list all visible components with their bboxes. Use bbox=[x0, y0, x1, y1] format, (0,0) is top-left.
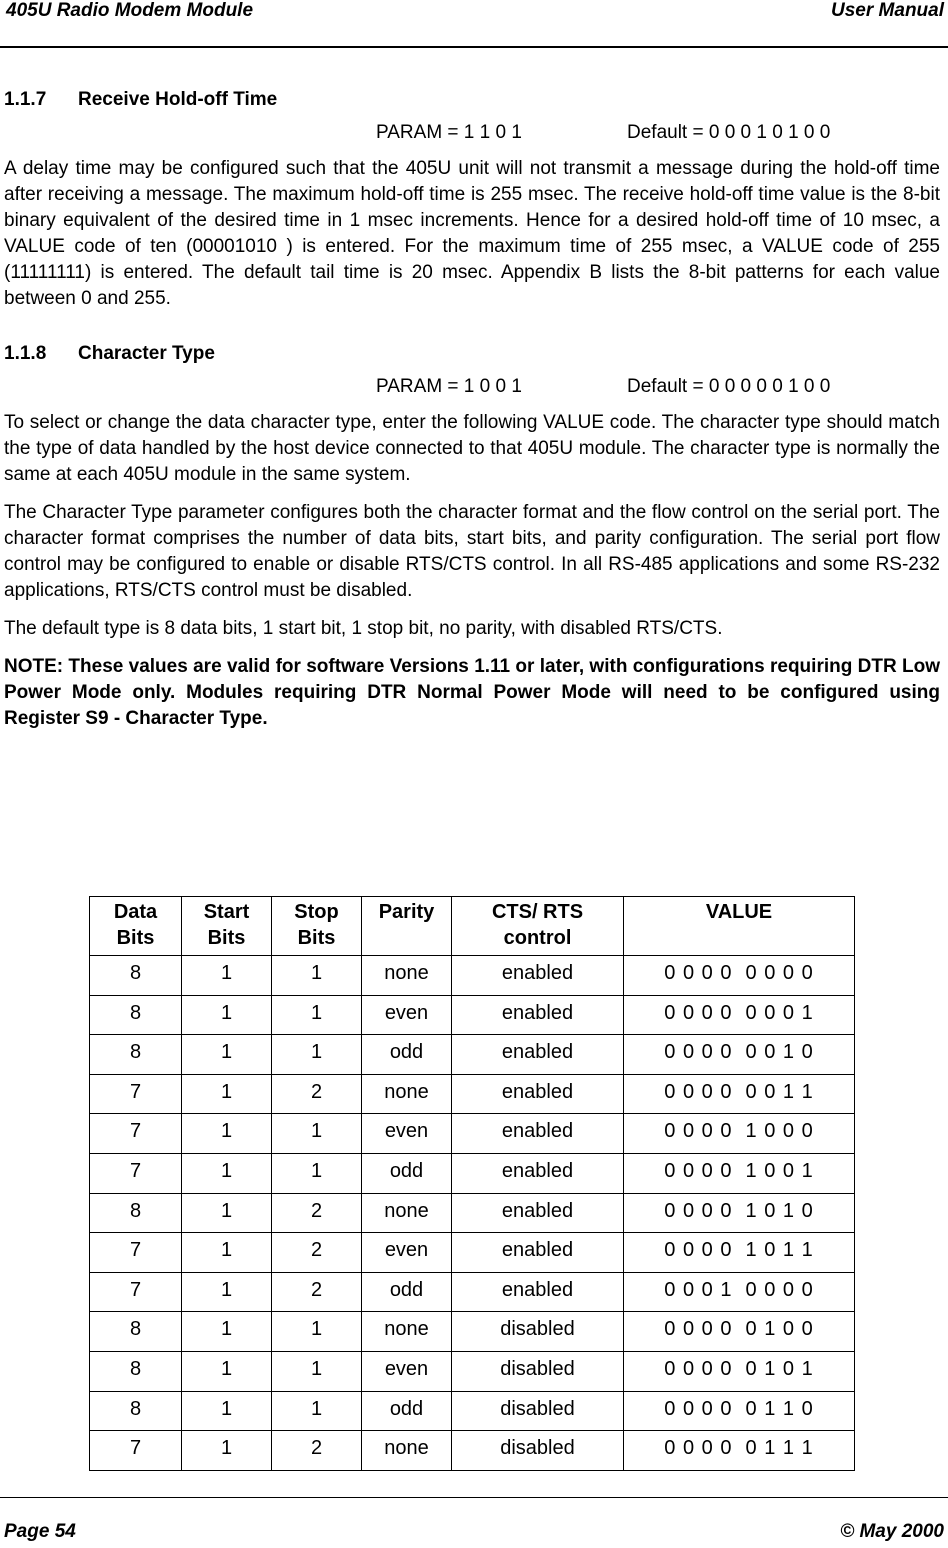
cell-stop-bits: 1 bbox=[272, 1351, 362, 1391]
cell-start-bits: 1 bbox=[182, 1312, 272, 1352]
cell-stop-bits: 2 bbox=[272, 1193, 362, 1233]
paragraph-configures: The Character Type parameter configures both the character format and the flow control on the serial port. The character format comprises the number of data bits, start bits, and parity configuration. The serial port flow control may be configured to enable or disable RTS/CTS control. In all RS-485 applications and some RS-232 applications, RTS/CTS control must be disabled. bbox=[4, 502, 940, 601]
cell-data-bits: 7 bbox=[90, 1233, 182, 1273]
cell-start-bits: 1 bbox=[182, 1074, 272, 1114]
table-row bbox=[90, 1114, 855, 1154]
cell-data-bits: 7 bbox=[90, 1431, 182, 1471]
cell-cts-rts: enabled bbox=[452, 1153, 624, 1193]
cell-value: 0 0 0 0 1 0 1 1 bbox=[624, 1233, 855, 1273]
cell-stop-bits: 2 bbox=[272, 1272, 362, 1312]
table-row bbox=[90, 1312, 855, 1352]
cell-cts-rts: enabled bbox=[452, 995, 624, 1035]
cell-data-bits: 8 bbox=[90, 1351, 182, 1391]
cell-cts-rts: enabled bbox=[452, 1114, 624, 1154]
cell-cts-rts: disabled bbox=[452, 1431, 624, 1471]
table-row bbox=[90, 1233, 855, 1273]
paragraph-default-type: The default type is 8 data bits, 1 start bit, 1 stop bit, no parity, with disabled RTS/CTS. bbox=[4, 618, 723, 639]
page-content bbox=[4, 84, 940, 732]
col-header-value: VALUE bbox=[624, 897, 855, 956]
cell-parity: none bbox=[362, 1312, 452, 1352]
cell-parity: odd bbox=[362, 1153, 452, 1193]
param-default: Default = 0 0 0 1 0 1 0 0 bbox=[627, 122, 831, 143]
page-header bbox=[0, 0, 948, 46]
cell-data-bits: 7 bbox=[90, 1074, 182, 1114]
cell-stop-bits: 2 bbox=[272, 1233, 362, 1273]
footer-rule bbox=[0, 1497, 948, 1498]
section-heading-receive-holdoff bbox=[4, 84, 940, 116]
cell-cts-rts: enabled bbox=[452, 1272, 624, 1312]
cell-parity: odd bbox=[362, 1035, 452, 1075]
cell-value: 0 0 0 0 0 1 0 0 bbox=[624, 1312, 855, 1352]
cell-data-bits: 8 bbox=[90, 956, 182, 996]
param-line-character-type bbox=[4, 370, 940, 404]
cell-start-bits: 1 bbox=[182, 1153, 272, 1193]
cell-start-bits: 1 bbox=[182, 995, 272, 1035]
table-row bbox=[90, 1431, 855, 1471]
cell-cts-rts: enabled bbox=[452, 956, 624, 996]
section-number: 1.1.7 bbox=[4, 89, 47, 110]
cell-data-bits: 8 bbox=[90, 1312, 182, 1352]
cell-stop-bits: 1 bbox=[272, 1391, 362, 1431]
cell-value: 0 0 0 0 0 1 1 1 bbox=[624, 1431, 855, 1471]
cell-value: 0 0 0 0 1 0 0 0 bbox=[624, 1114, 855, 1154]
paragraph-select-type: To select or change the data character type, enter the following VALUE code. The character type should match the type of data handled by the host device connected to that 405U module. The character type is normally the same at each 405U module in the same system. bbox=[4, 412, 940, 485]
cell-data-bits: 8 bbox=[90, 995, 182, 1035]
cell-cts-rts: enabled bbox=[452, 1074, 624, 1114]
col-header-cts-rts: CTS/ RTS control bbox=[452, 897, 624, 956]
cell-value: 0 0 0 0 0 1 1 0 bbox=[624, 1391, 855, 1431]
cell-value: 0 0 0 0 1 0 1 0 bbox=[624, 1193, 855, 1233]
cell-stop-bits: 2 bbox=[272, 1431, 362, 1471]
cell-parity: odd bbox=[362, 1272, 452, 1312]
cell-start-bits: 1 bbox=[182, 1233, 272, 1273]
cell-start-bits: 1 bbox=[182, 956, 272, 996]
cell-stop-bits: 1 bbox=[272, 956, 362, 996]
cell-parity: none bbox=[362, 956, 452, 996]
table-row bbox=[90, 1391, 855, 1431]
cell-start-bits: 1 bbox=[182, 1114, 272, 1154]
cell-parity: even bbox=[362, 995, 452, 1035]
cell-parity: even bbox=[362, 1114, 452, 1154]
paragraph-holdoff: A delay time may be configured such that the 405U unit will not transmit a message during the hold-off time after receiving a message. The maximum hold-off time is 255 msec. The receive hold-off time value is the 8-bit binary equivalent of the desired time in 1 msec increments. Hence for a desired hold-off time of 10 msec, a VALUE code of ten (00001010 ) is entered. For the maximum time of 255 msec, a VALUE code of 255 (11111111) is entered. The default tail time is 20 msec. Appendix B lists the 8-bit patterns for each value between 0 and 255. bbox=[4, 158, 940, 309]
cell-parity: none bbox=[362, 1431, 452, 1471]
cell-value: 0 0 0 0 0 0 0 0 bbox=[624, 956, 855, 996]
cell-data-bits: 8 bbox=[90, 1193, 182, 1233]
cell-parity: even bbox=[362, 1351, 452, 1391]
table-row bbox=[90, 1074, 855, 1114]
cell-stop-bits: 1 bbox=[272, 1114, 362, 1154]
cell-stop-bits: 1 bbox=[272, 1153, 362, 1193]
cell-start-bits: 1 bbox=[182, 1391, 272, 1431]
cell-stop-bits: 1 bbox=[272, 995, 362, 1035]
cell-cts-rts: enabled bbox=[452, 1035, 624, 1075]
cell-cts-rts: disabled bbox=[452, 1312, 624, 1352]
table-row bbox=[90, 956, 855, 996]
character-type-table bbox=[89, 896, 855, 1471]
param-code: PARAM = 1 0 0 1 bbox=[376, 376, 522, 397]
cell-start-bits: 1 bbox=[182, 1431, 272, 1471]
section-number: 1.1.8 bbox=[4, 343, 47, 364]
param-code: PARAM = 1 1 0 1 bbox=[376, 122, 522, 143]
footer-page-number: Page 54 bbox=[4, 1521, 76, 1542]
cell-value: 0 0 0 0 0 0 1 0 bbox=[624, 1035, 855, 1075]
cell-data-bits: 7 bbox=[90, 1153, 182, 1193]
section-title: Receive Hold-off Time bbox=[78, 89, 278, 110]
cell-data-bits: 8 bbox=[90, 1035, 182, 1075]
col-header-stop-bits: Stop Bits bbox=[272, 897, 362, 956]
cell-cts-rts: disabled bbox=[452, 1391, 624, 1431]
cell-cts-rts: enabled bbox=[452, 1233, 624, 1273]
cell-parity: even bbox=[362, 1233, 452, 1273]
table-row bbox=[90, 1153, 855, 1193]
col-header-start-bits: Start Bits bbox=[182, 897, 272, 956]
cell-cts-rts: enabled bbox=[452, 1193, 624, 1233]
note-versions: NOTE: These values are valid for software Versions 1.11 or later, with configurations requiring DTR Low Power Mode only. Modules requiring DTR Normal Power Mode will need to be configured using Register S9 - Character Type. bbox=[4, 656, 940, 729]
cell-start-bits: 1 bbox=[182, 1351, 272, 1391]
cell-cts-rts: disabled bbox=[452, 1351, 624, 1391]
param-line-receive-holdoff bbox=[4, 116, 940, 150]
cell-value: 0 0 0 0 0 0 0 1 bbox=[624, 995, 855, 1035]
cell-start-bits: 1 bbox=[182, 1193, 272, 1233]
cell-parity: none bbox=[362, 1074, 452, 1114]
cell-data-bits: 7 bbox=[90, 1114, 182, 1154]
table-row bbox=[90, 1351, 855, 1391]
col-header-data-bits: Data Bits bbox=[90, 897, 182, 956]
section-title: Character Type bbox=[78, 343, 215, 364]
table-header-row bbox=[90, 897, 855, 956]
cell-stop-bits: 1 bbox=[272, 1312, 362, 1352]
cell-start-bits: 1 bbox=[182, 1035, 272, 1075]
cell-value: 0 0 0 1 0 0 0 0 bbox=[624, 1272, 855, 1312]
cell-start-bits: 1 bbox=[182, 1272, 272, 1312]
table-row bbox=[90, 1272, 855, 1312]
footer-copyright: © May 2000 bbox=[840, 1521, 944, 1542]
col-header-parity: Parity bbox=[362, 897, 452, 956]
header-doc-title: 405U Radio Modem Module bbox=[6, 0, 254, 21]
table-row bbox=[90, 995, 855, 1035]
cell-data-bits: 8 bbox=[90, 1391, 182, 1431]
cell-data-bits: 7 bbox=[90, 1272, 182, 1312]
cell-stop-bits: 1 bbox=[272, 1035, 362, 1075]
table-row bbox=[90, 1193, 855, 1233]
table-row bbox=[90, 1035, 855, 1075]
cell-parity: none bbox=[362, 1193, 452, 1233]
cell-stop-bits: 2 bbox=[272, 1074, 362, 1114]
cell-value: 0 0 0 0 1 0 0 1 bbox=[624, 1153, 855, 1193]
param-default: Default = 0 0 0 0 0 1 0 0 bbox=[627, 376, 831, 397]
cell-parity: odd bbox=[362, 1391, 452, 1431]
header-manual-label: User Manual bbox=[831, 0, 944, 21]
cell-value: 0 0 0 0 0 0 1 1 bbox=[624, 1074, 855, 1114]
section-heading-character-type bbox=[4, 338, 940, 370]
cell-value: 0 0 0 0 0 1 0 1 bbox=[624, 1351, 855, 1391]
header-rule bbox=[0, 46, 948, 48]
